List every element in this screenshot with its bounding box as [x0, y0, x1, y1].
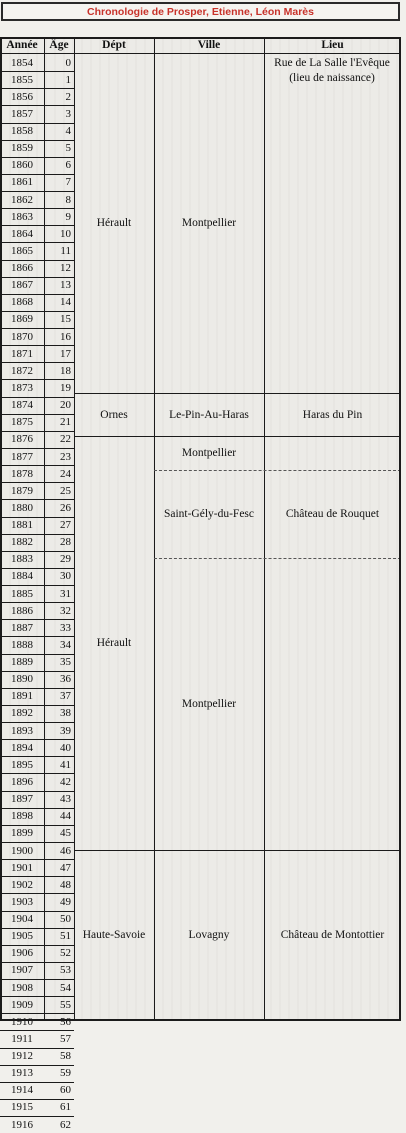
- age-cell: 38: [60, 707, 71, 720]
- table-row: [0, 739, 74, 756]
- year-cell: 1888: [11, 638, 33, 651]
- year-cell: 1883: [11, 553, 33, 566]
- table-row: [0, 1030, 74, 1047]
- age-cell: 0: [65, 56, 71, 69]
- age-cell: 48: [60, 878, 71, 891]
- year-cell: 1876: [11, 433, 33, 446]
- year-cell: 1872: [11, 364, 33, 377]
- year-cell: 1889: [11, 656, 33, 669]
- table-row: [0, 876, 74, 893]
- ville-cell-1881: Saint-Gély-du-Fesc: [163, 508, 255, 521]
- year-cell: 1903: [11, 895, 33, 908]
- age-cell: 55: [60, 998, 71, 1011]
- year-cell: 1863: [11, 210, 33, 223]
- year-cell: 1881: [11, 519, 33, 532]
- year-cell: 1885: [11, 587, 33, 600]
- year-cell: 1862: [11, 193, 33, 206]
- age-cell: 2: [65, 90, 71, 103]
- age-cell: 44: [60, 810, 71, 823]
- table-row: [0, 482, 74, 499]
- age-cell: 36: [60, 673, 71, 686]
- year-cell: 1905: [11, 930, 33, 943]
- table-row: [0, 705, 74, 722]
- age-cell: 49: [60, 895, 71, 908]
- age-cell: 24: [60, 467, 71, 480]
- age-cell: 5: [65, 142, 71, 155]
- year-cell: 1902: [11, 878, 33, 891]
- table-row: [0, 568, 74, 585]
- table-row: [0, 345, 74, 362]
- table-row: [0, 1048, 74, 1065]
- table-row: [0, 585, 74, 602]
- ville-cell-1887: Montpellier: [181, 698, 237, 711]
- age-cell: 19: [60, 382, 71, 395]
- table-row: [0, 140, 74, 157]
- table-row: [0, 294, 74, 311]
- dept-cell-1875: Ornes: [100, 408, 128, 421]
- year-cell: 1908: [11, 981, 33, 994]
- table-row: [0, 671, 74, 688]
- year-cell: 1860: [11, 159, 33, 172]
- age-cell: 52: [60, 947, 71, 960]
- age-cell: 16: [60, 330, 71, 343]
- table-row: [0, 808, 74, 825]
- table-row: [0, 928, 74, 945]
- age-cell: 60: [60, 1084, 71, 1097]
- table-row: [0, 311, 74, 328]
- ville-cell-1875: Le-Pin-Au-Haras: [169, 408, 249, 421]
- table-row: [0, 893, 74, 910]
- table-row: [0, 260, 74, 277]
- year-cell: 1869: [11, 313, 33, 326]
- year-cell: 1893: [11, 724, 33, 737]
- table-row: [0, 619, 74, 636]
- year-cell: 1854: [11, 56, 33, 69]
- age-cell: 40: [60, 741, 71, 754]
- table-row: [0, 996, 74, 1013]
- age-cell: 10: [60, 227, 71, 240]
- year-cell: 1894: [11, 741, 33, 754]
- age-cell: 29: [60, 553, 71, 566]
- age-cell: 6: [65, 159, 71, 172]
- lieu-cell-1906: Château de Montottier: [280, 928, 385, 941]
- header-age: Âge: [49, 39, 69, 51]
- year-cell: 1859: [11, 142, 33, 155]
- ville-cell-1879: Montpellier: [181, 447, 237, 460]
- age-cell: 14: [60, 296, 71, 309]
- age-cell: 12: [60, 262, 71, 275]
- age-cell: 22: [60, 433, 71, 446]
- age-cell: 15: [60, 313, 71, 326]
- table-row: [0, 1099, 74, 1116]
- age-cell: 42: [60, 776, 71, 788]
- table-row: [0, 979, 74, 996]
- year-cell: 1884: [11, 570, 33, 583]
- age-cell: 31: [60, 587, 71, 600]
- table-row: [0, 688, 74, 705]
- year-cell: 1886: [11, 604, 33, 617]
- age-cell: 41: [60, 758, 71, 771]
- age-cell: 53: [60, 964, 71, 977]
- year-cell: 1856: [11, 90, 33, 103]
- age-cell: 32: [60, 604, 71, 617]
- year-cell: 1868: [11, 296, 33, 309]
- year-cell: 1864: [11, 227, 33, 240]
- table-row: [0, 945, 74, 962]
- year-cell: 1895: [11, 758, 33, 771]
- year-cell: 1909: [11, 998, 33, 1011]
- table-row: [0, 602, 74, 619]
- age-cell: 4: [65, 125, 71, 138]
- year-cell: 1878: [11, 467, 33, 480]
- table-row: [0, 123, 74, 140]
- year-cell: 1916: [11, 1118, 33, 1131]
- year-cell: 1897: [11, 793, 33, 806]
- year-cell: 1911: [11, 1032, 33, 1045]
- document-title: Chronologie de Prosper, Etienne, Léon Marès: [1, 2, 400, 21]
- table-row: [0, 1013, 74, 1030]
- age-cell: 17: [60, 347, 71, 360]
- year-cell: 1858: [11, 125, 33, 138]
- year-cell: 1910: [11, 1015, 33, 1028]
- table-row: [0, 191, 74, 208]
- year-cell: 1887: [11, 621, 33, 634]
- age-cell: 26: [60, 501, 71, 514]
- year-cell: 1900: [11, 844, 33, 857]
- table-row: [0, 911, 74, 928]
- age-cell: 13: [60, 279, 71, 292]
- table-row: [0, 534, 74, 551]
- dept-cell-1854: Hérault: [96, 217, 132, 230]
- year-cell: 1901: [11, 861, 33, 874]
- table-row: [0, 277, 74, 294]
- age-cell: 27: [60, 519, 71, 532]
- year-cell: 1892: [11, 707, 33, 720]
- table-row: [0, 174, 74, 191]
- age-cell: 62: [60, 1118, 71, 1131]
- year-cell: 1877: [11, 450, 33, 463]
- age-cell: 11: [60, 244, 71, 257]
- year-cell: 1912: [11, 1050, 33, 1063]
- year-cell: 1899: [11, 827, 33, 840]
- table-row: [0, 551, 74, 568]
- table-row: [0, 636, 74, 653]
- year-cell: 1871: [11, 347, 33, 360]
- table-row: [0, 448, 74, 465]
- year-cell: 1891: [11, 690, 33, 703]
- age-cell: 23: [60, 450, 71, 463]
- table-row: [0, 1065, 74, 1082]
- age-cell: 45: [60, 827, 71, 840]
- age-cell: 51: [60, 930, 71, 943]
- year-cell: 1906: [11, 947, 33, 960]
- chronology-table: [0, 37, 401, 1131]
- header-annee: Année: [6, 39, 38, 51]
- age-cell: 3: [65, 107, 71, 120]
- year-cell: 1873: [11, 382, 33, 395]
- year-cell: 1867: [11, 279, 33, 292]
- table-row: [0, 756, 74, 773]
- lieu-cell-1875: Haras du Pin: [302, 408, 363, 421]
- age-cell: 56: [60, 1015, 71, 1028]
- table-row: [0, 825, 74, 842]
- table-row: [0, 465, 74, 482]
- age-cell: 54: [60, 981, 71, 994]
- table-row: [0, 208, 74, 225]
- age-cell: 61: [60, 1101, 71, 1114]
- age-cell: 8: [65, 193, 71, 206]
- year-cell: 1914: [11, 1084, 33, 1097]
- year-cell: 1857: [11, 107, 33, 120]
- table-row: [0, 1116, 74, 1133]
- table-row: [0, 328, 74, 345]
- age-cell: 9: [65, 210, 71, 223]
- lieu-cell-1881: Château de Rouquet: [285, 508, 380, 521]
- age-cell: 7: [65, 176, 71, 189]
- age-cell: 59: [60, 1067, 71, 1080]
- age-cell: 18: [60, 364, 71, 377]
- year-cell: 1870: [11, 330, 33, 343]
- year-cell: 1880: [11, 501, 33, 514]
- table-row: [0, 1082, 74, 1099]
- age-cell: 35: [60, 656, 71, 669]
- table-row: [0, 54, 74, 71]
- year-cell: 1865: [11, 244, 33, 257]
- dept-cell-1906: Haute-Savoie: [82, 928, 146, 941]
- table-row: [0, 105, 74, 122]
- age-cell: 58: [60, 1050, 71, 1063]
- age-cell: 20: [60, 399, 71, 412]
- year-cell: 1866: [11, 262, 33, 275]
- ville-cell-1854: Montpellier: [181, 217, 237, 230]
- year-cell: 1907: [11, 964, 33, 977]
- table-row: [0, 962, 74, 979]
- year-cell: 1874: [11, 399, 33, 412]
- table-row: [0, 859, 74, 876]
- table-row: [0, 499, 74, 516]
- table-row: [0, 225, 74, 242]
- header-dept: Dépt: [102, 39, 126, 51]
- age-cell: 1: [65, 73, 71, 86]
- year-cell: 1913: [11, 1067, 33, 1080]
- age-cell: 25: [60, 484, 71, 497]
- header-lieu: Lieu: [321, 39, 344, 51]
- age-cell: 34: [60, 638, 71, 651]
- table-row: [0, 654, 74, 671]
- table-row: [0, 71, 74, 88]
- header-ville: Ville: [197, 39, 221, 51]
- age-cell: 57: [60, 1032, 71, 1045]
- table-row: [0, 414, 74, 431]
- table-row: [0, 773, 74, 790]
- age-cell: 47: [60, 861, 71, 874]
- table-row: [0, 842, 74, 859]
- table-row: [0, 242, 74, 259]
- table-row: [0, 362, 74, 379]
- age-cell: 30: [60, 570, 71, 583]
- table-row: [0, 517, 74, 534]
- year-cell: 1855: [11, 73, 33, 86]
- lieu-cell-1854: Rue de La Salle l'Evêque (lieu de naissance): [274, 57, 390, 84]
- age-cell: 46: [60, 844, 71, 857]
- table-row: [0, 379, 74, 396]
- table-row: [0, 431, 74, 448]
- year-cell: 1898: [11, 810, 33, 823]
- year-cell: 1896: [11, 776, 33, 788]
- age-cell: 39: [60, 724, 71, 737]
- table-row: [0, 88, 74, 105]
- year-cell: 1890: [11, 673, 33, 686]
- age-cell: 28: [60, 536, 71, 549]
- table-row: [0, 397, 74, 414]
- year-cell: 1879: [11, 484, 33, 497]
- table-row: [0, 722, 74, 739]
- age-cell: 43: [60, 793, 71, 806]
- year-cell: 1861: [11, 176, 33, 189]
- year-cell: 1875: [11, 416, 33, 429]
- age-cell: 33: [60, 621, 71, 634]
- year-cell: 1904: [11, 913, 33, 926]
- dept-cell-1879: Hérault: [96, 637, 132, 650]
- table-row: [0, 791, 74, 808]
- age-cell: 50: [60, 913, 71, 926]
- ville-cell-1906: Lovagny: [188, 928, 230, 941]
- age-cell: 21: [60, 416, 71, 429]
- age-cell: 37: [60, 690, 71, 703]
- year-cell: 1915: [11, 1101, 33, 1114]
- table-row: [0, 157, 74, 174]
- year-cell: 1882: [11, 536, 33, 549]
